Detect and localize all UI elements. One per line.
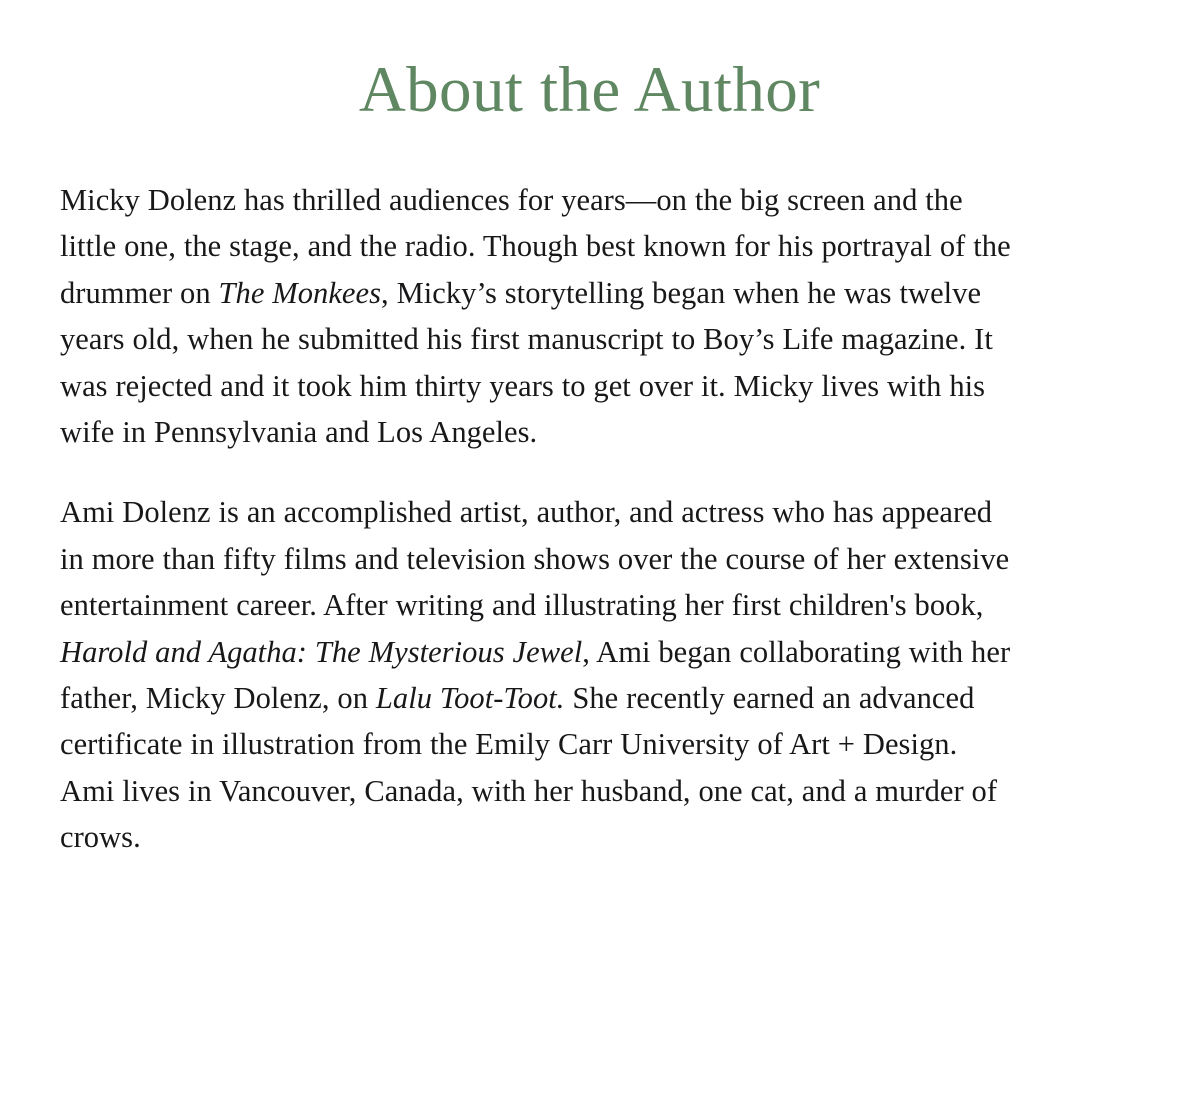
paragraph-micky-dolenz-bio: Micky Dolenz has thrilled audiences for years—on the big screen and the little one, the stage, and the radio. Though best known for his portrayal of the drummer on The Monkees, Micky’s storytelling began when he was twelve years old, when he submitted his first manuscript to Boy’s Life magazine. It was rejected and it took him thirty years to get over it. Micky lives with his wife in Pennsylvania and Los Angeles. — [60, 183, 1011, 450]
italic-title: Lalu Toot-Toot. — [375, 681, 565, 716]
page-title: About the Author — [358, 54, 821, 126]
paragraph-ami-dolenz-bio: Ami Dolenz is an accomplished artist, author, and actress who has appeared in more than fifty films and television shows over the course of her extensive entertainment career. After writing and illustrating her first children's book, Harold and Agatha: The Mysterious Jewel, Ami began collaborating with her father, Micky Dolenz, on Lalu Toot-Toot. She recently earned an advanced certificate in illustration from the Emily Carr University of Art + Design. Ami lives in Vancouver, Canada, with her husband, one cat, and a murder of crows. — [60, 495, 1011, 855]
italic-title: Harold and Agatha: The Mysterious Jewel — [60, 634, 583, 669]
italic-title: The Monkees — [218, 275, 382, 310]
body-content — [60, 177, 1012, 861]
